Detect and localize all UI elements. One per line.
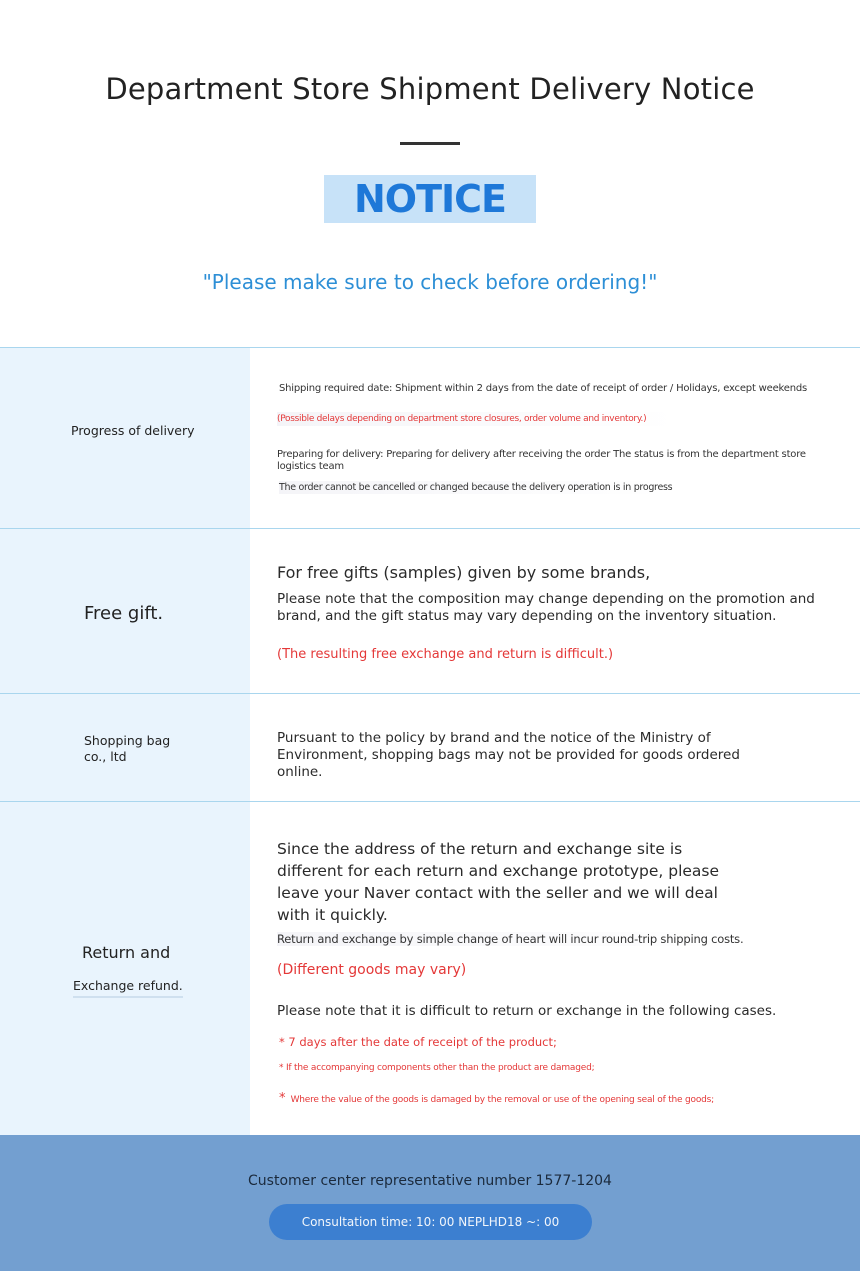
shopping-bag-label: Shopping bag co., ltd xyxy=(84,733,171,764)
delay-warning-text: (Possible delays depending on department store closures, order volume and inventory.) xyxy=(277,412,677,426)
free-gift-label-cell xyxy=(0,529,250,694)
free-gift-label: Free gift. xyxy=(84,603,164,624)
restriction-components-damaged: * If the accompanying components other than the product are damaged; xyxy=(279,1063,595,1073)
shopping-bag-content-cell xyxy=(250,694,860,802)
restriction-7-days: * 7 days after the date of receipt of the product; xyxy=(279,1035,557,1049)
restriction-seal-damaged xyxy=(279,1087,719,1106)
delivery-content-cell xyxy=(250,348,860,529)
return-restrictions-intro: Please note that it is difficult to return or exchange in the following cases. xyxy=(277,1003,777,1019)
free-gift-section xyxy=(0,528,860,694)
return-address-text: Since the address of the return and exchange site is different for each return and exchange prototype, please leave your Naver contact with the seller and we will deal with it quickly. xyxy=(277,840,720,924)
customer-center-footer xyxy=(0,1135,860,1271)
shipping-date-text: Shipping required date: Shipment within 2 days from the date of receipt of order / Holidays, except weekends xyxy=(279,383,808,394)
return-exchange-label-line2: Exchange refund. xyxy=(73,978,183,998)
notice-badge-label: NOTICE xyxy=(353,177,506,221)
free-gift-intro-text: For free gifts (samples) given by some brands, xyxy=(277,563,651,582)
delivery-label: Progress of delivery xyxy=(71,423,195,438)
round-trip-shipping-text: Return and exchange by simple change of heart will incur round-trip shipping costs. xyxy=(277,932,747,946)
notice-header xyxy=(0,0,860,347)
return-exchange-section xyxy=(0,801,860,1135)
return-exchange-label-line1: Return and xyxy=(82,943,171,962)
delivery-label-cell xyxy=(0,348,250,529)
shopping-bag-label-cell xyxy=(0,694,250,802)
shopping-bag-section xyxy=(0,693,860,802)
page-title: Department Store Shipment Delivery Notice xyxy=(105,72,755,106)
tagline: "Please make sure to check before ordering!" xyxy=(202,270,658,294)
notice-badge xyxy=(324,175,536,223)
consultation-hours-text: Consultation time: 10: 00 NEPLHD18 ~: 00 xyxy=(301,1215,560,1229)
preparing-delivery-text: Preparing for delivery: Preparing for delivery after receiving the order The status is from the department store logistics team xyxy=(277,449,806,472)
free-gift-composition-text: Please note that the composition may change depending on the promotion and brand, and the gift status may vary depending on the inventory situation. xyxy=(277,591,815,624)
no-cancel-text: The order cannot be cancelled or changed because the delivery operation is in progress xyxy=(279,482,673,493)
free-gift-warning-text: (The resulting free exchange and return is difficult.) xyxy=(277,647,614,662)
delivery-section xyxy=(0,347,860,529)
return-exchange-label-cell xyxy=(0,802,250,1135)
customer-center-number: Customer center representative number 1577-1204 xyxy=(248,1173,612,1189)
return-exchange-content-cell xyxy=(250,802,860,1135)
title-divider xyxy=(400,142,460,145)
shopping-bag-policy-text: Pursuant to the policy by brand and the notice of the Ministry of Environment, shopping bags may not be provided for goods ordered online. xyxy=(277,730,740,780)
free-gift-content-cell xyxy=(250,529,860,694)
consultation-hours-pill xyxy=(269,1204,592,1240)
restriction-seal-text: Where the value of the goods is damaged by the removal or use of the opening seal of the goods; xyxy=(290,1095,714,1105)
different-goods-text: (Different goods may vary) xyxy=(277,962,467,978)
bullet-star: * xyxy=(279,1091,286,1106)
